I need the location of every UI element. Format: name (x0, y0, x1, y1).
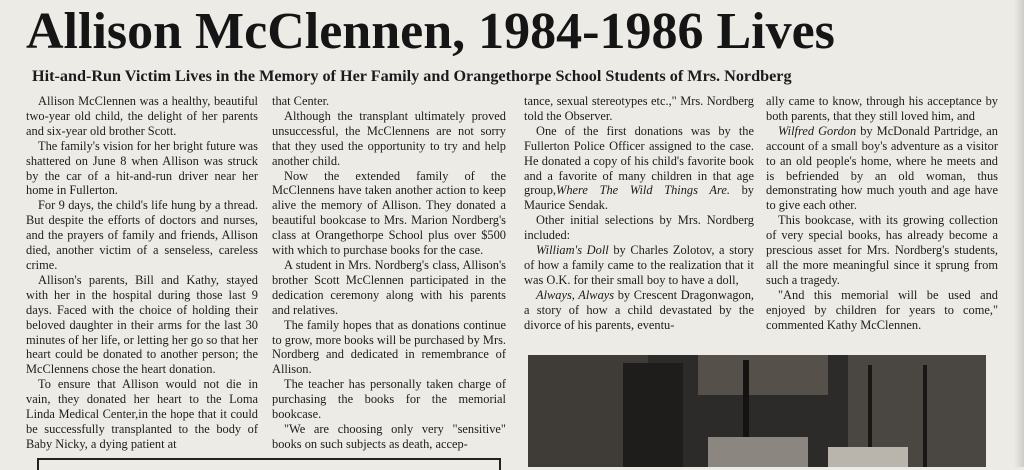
book-title: Wilfred Gordon (778, 123, 857, 138)
article-photo (528, 355, 986, 467)
paragraph: The teacher has personally taken charge of purchasing the books for the memorial bookcase. (272, 377, 506, 422)
paragraph-text: by McDonald Partridge, an account of a small boy's adventure as a visitor to an old people's home, where he meets and is befriended by an old woman, thus demonstrating how much youth and age have to give each other. (766, 123, 998, 213)
paragraph: Other initial selections by Mrs. Nordberg included: (524, 213, 754, 243)
paragraph: Although the transplant ultimately proved unsuccessful, the McClennens are not sorry that they used the opportunity to try and help another child. (272, 108, 506, 168)
paragraph: The family hopes that as donations continue to grow, more books will be purchased by Mrs. Nordberg and dedicated in remembrance of Allison. (272, 317, 506, 377)
book-title: Always, Always (536, 287, 615, 302)
paragraph-text: by Maurice Sendak. (524, 183, 754, 213)
paragraph: "We are choosing only very "sensitive" books on such subjects as death, accep- (272, 421, 506, 451)
paragraph (524, 124, 754, 213)
article-column-3 (524, 94, 754, 333)
paragraph (524, 288, 754, 333)
paragraph (524, 243, 754, 288)
paragraph: tance, sexual stereotypes etc.," Mrs. Nordberg told the Observer. (524, 94, 754, 123)
paragraph: that Center. (272, 94, 330, 108)
paragraph: "And this memorial will be used and enjoyed by children for years to come," commented Kathy McClennen. (766, 287, 998, 332)
article-column-2 (272, 94, 506, 452)
page-edge-shadow (1014, 0, 1024, 467)
paragraph (766, 124, 998, 213)
paragraph: This bookcase, with its growing collection of very special books, has already become a prescious asset for Mrs. Nordberg's students, all the more meaningful since it sprung from such a tragedy. (766, 213, 998, 287)
paragraph: Allison's parents, Bill and Kathy, stayed with her in the hospital during those last 9 days. Faced with the choice of holding their beloved daughter in their arms for the last 30 minutes of her life, or letting her go so that her heart could be donated to another person; the McClennens chose the heart donation. (26, 272, 258, 377)
headline: Allison McClennen, 1984-1986 Lives (26, 3, 835, 60)
paragraph: Allison McClennen was a healthy, beautiful two-year old child, the delight of her parents and six-year old brother Scott. (26, 94, 258, 138)
paragraph: The family's vision for her bright future was shattered on June 8 when Allison was struck by the car of a hit-and-run driver near her home in Fullerton. (26, 138, 258, 198)
article-column-1 (26, 94, 258, 452)
paragraph-text: One of the first donations was by the Fullerton Police Officer assigned to the case. He donated a copy of his child's favorite book and a favorite of many children in that age group, (524, 123, 754, 198)
paragraph: ally came to know, through his acceptance by both parents, that they still loved him, and (766, 94, 998, 123)
paragraph-text: by Crescent Dragonwagon, a story of how a child devastated by the divorce of his parents, eventu- (524, 287, 754, 332)
paragraph: To ensure that Allison would not die in vain, they donated her heart to the Loma Linda Medical Center,in the hope that it could be successfully transplanted to the body of Baby Nicky, a dying patient at (26, 377, 258, 451)
book-title: William's Doll (536, 243, 609, 258)
paragraph: Now the extended family of the McClennens have taken another action to keep alive the memory of Allison. They donated a beautiful bookcase to Mrs. Marion Nordberg's class at Orangethorpe School plus over $500 with which to purchase books for the case. (272, 168, 506, 258)
paragraph-text: by Charles Zolotov, a story of how a family came to the realization that it was O.K. for their small boy to have a doll, (524, 243, 754, 287)
photo-frame-border (37, 458, 501, 470)
paragraph: A student in Mrs. Nordberg's class, Allison's brother Scott McClennen participated in the dedication ceremony along with his parents and relatives. (272, 257, 506, 317)
book-title: Where The Wild Things Are. (556, 183, 730, 198)
article-column-4 (766, 94, 998, 333)
subheadline: Hit-and-Run Victim Lives in the Memory of Her Family and Orangethorpe School Students of Mrs. Nordberg (32, 67, 792, 85)
paragraph: For 9 days, the child's life hung by a thread. But despite the efforts of doctors and nurses, and the prayers of family and friends, Allison died, another victim of a senseless, careless crime. (26, 198, 258, 272)
